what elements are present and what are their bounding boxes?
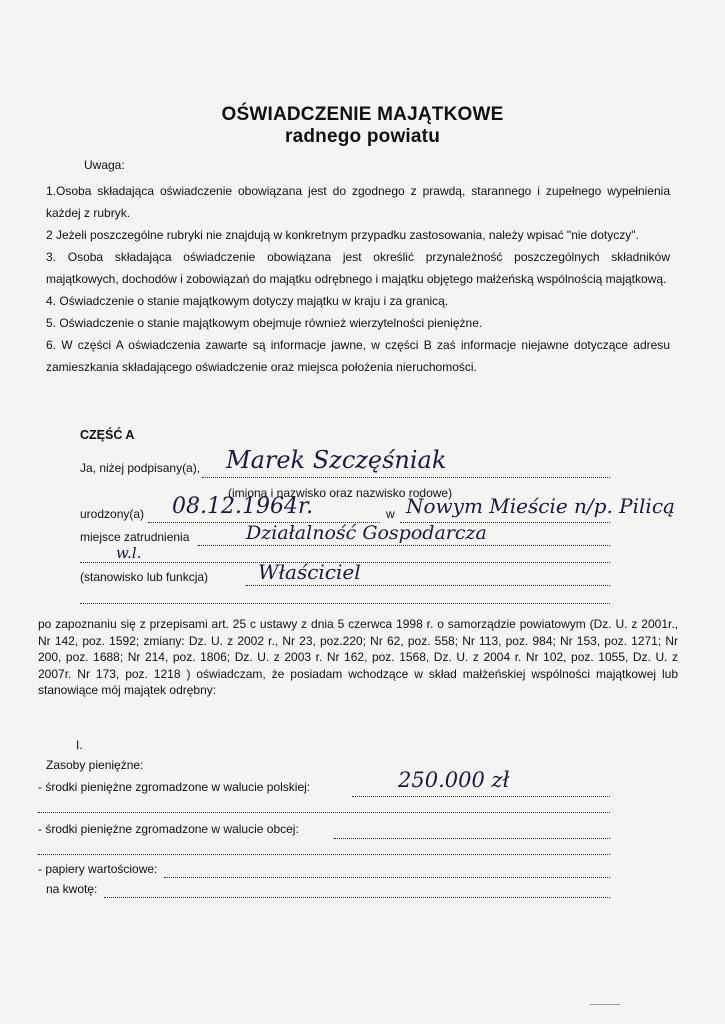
position-value: Właściciel: [258, 560, 361, 584]
name-caption: (imiona i nazwisko oraz nazwisko rodowe): [228, 486, 453, 500]
signed-name-line: [202, 477, 610, 478]
workplace-label: miejsce zatrudnienia: [80, 530, 190, 544]
born-date-value: 08.12.1964r.: [172, 494, 314, 519]
securities-amount-label: na kwotę:: [46, 882, 98, 896]
foreign-funds-label: - środki pieniężne zgromadzone w walucie obcej:: [38, 822, 299, 836]
note-item-4: 4. Oświadczenie o stanie majątkowym dotyczy majątku w kraju i za granicą.: [46, 294, 449, 308]
born-place-value: Nowym Mieście n/p. Pilicą: [406, 494, 675, 518]
foreign-funds-line-2: [38, 854, 610, 855]
position-label: (stanowisko lub funkcja): [80, 570, 209, 584]
securities-amount-line: [104, 897, 610, 898]
position-line-2: [80, 603, 610, 604]
securities-line: [164, 877, 610, 878]
part-a-heading: CZĘŚĆ A: [80, 428, 135, 442]
foreign-funds-line: [334, 838, 610, 839]
notes-heading: Uwaga:: [84, 158, 125, 172]
pln-funds-line-2: [38, 812, 610, 813]
workplace-value: Działalność Gospodarcza: [246, 522, 487, 544]
notes-list: [46, 180, 670, 378]
position-line: [246, 585, 610, 586]
note-item-5: 5. Oświadczenie o stanie majątkowym obejmuje również wierzytelności pieniężne.: [46, 316, 483, 330]
signed-label: Ja, niżej podpisany(a),: [80, 461, 201, 475]
born-in-prefix: w: [386, 507, 395, 521]
form-title: OŚWIADCZENIE MAJĄTKOWE: [221, 104, 504, 125]
workplace-cont: w.l.: [116, 544, 142, 562]
page-edge-mark: [590, 1004, 620, 1005]
section-1-numeral: I.: [76, 738, 83, 752]
section-1-heading: Zasoby pieniężne:: [46, 758, 144, 772]
workplace-line: [198, 545, 610, 546]
born-label: urodzony(a): [80, 507, 145, 521]
form-subtitle: radnego powiatu: [285, 126, 440, 147]
note-item-3: 3. Osoba składająca oświadczenie obowiązana jest określić przynależność poszczególnych składników majątkowych, dochodów i zobowiązań do majątku odrębnego i majątku objętego małżeńską wspólnością majątkową.: [46, 250, 670, 286]
note-item-1: 1.Osoba składająca oświadczenie obowiązana jest do zgodnego z prawdą, starannego i zupełnego wypełnienia każdej z rubryk.: [46, 184, 670, 220]
pln-funds-line: [352, 796, 610, 797]
pln-funds-value: 250.000 zł: [398, 768, 510, 792]
note-item-6: 6. W części A oświadczenia zawarte są informacje jawne, w części B zaś informacje niejawne dotyczące adresu zamieszkania składającego oświadczenie oraz miejsca położenia nieruchomości.: [46, 338, 670, 374]
signed-name-value: Marek Szczęśniak: [226, 446, 447, 474]
pln-funds-label: - środki pieniężne zgromadzone w walucie polskiej:: [38, 780, 311, 794]
legal-statement: po zapoznaniu się z przepisami art. 25 c ustawy z dnia 5 czerwca 1998 r. o samorządzie powiatowym (Dz. U. z 2001r., Nr 142, poz. 1592; zmiany: Dz. U. z 2002 r., Nr 23, poz.220; Nr 62, poz. 558; Nr 113, poz. 984; Nr 153, poz. 1271; Nr 200, poz. 1688; Nr 214, poz. 1806; Dz. U. z 2003 r. Nr 162, poz. 1568, Dz. U. z 2004 r. Nr 102, poz. 1055, Dz. U. z 2007r. Nr 173, poz. 1218 ) oświadczam, że posiadam wchodzące w skład małżeńskiej wspólności majątkowej lub stanowiące mój majątek odrębny:: [38, 617, 678, 697]
securities-label: - papiery wartościowe:: [38, 862, 158, 876]
note-item-2: 2 Jeżeli poszczególne rubryki nie znajdują w konkretnym przypadku zastosowania, należy wpisać "nie dotyczy".: [46, 228, 639, 242]
